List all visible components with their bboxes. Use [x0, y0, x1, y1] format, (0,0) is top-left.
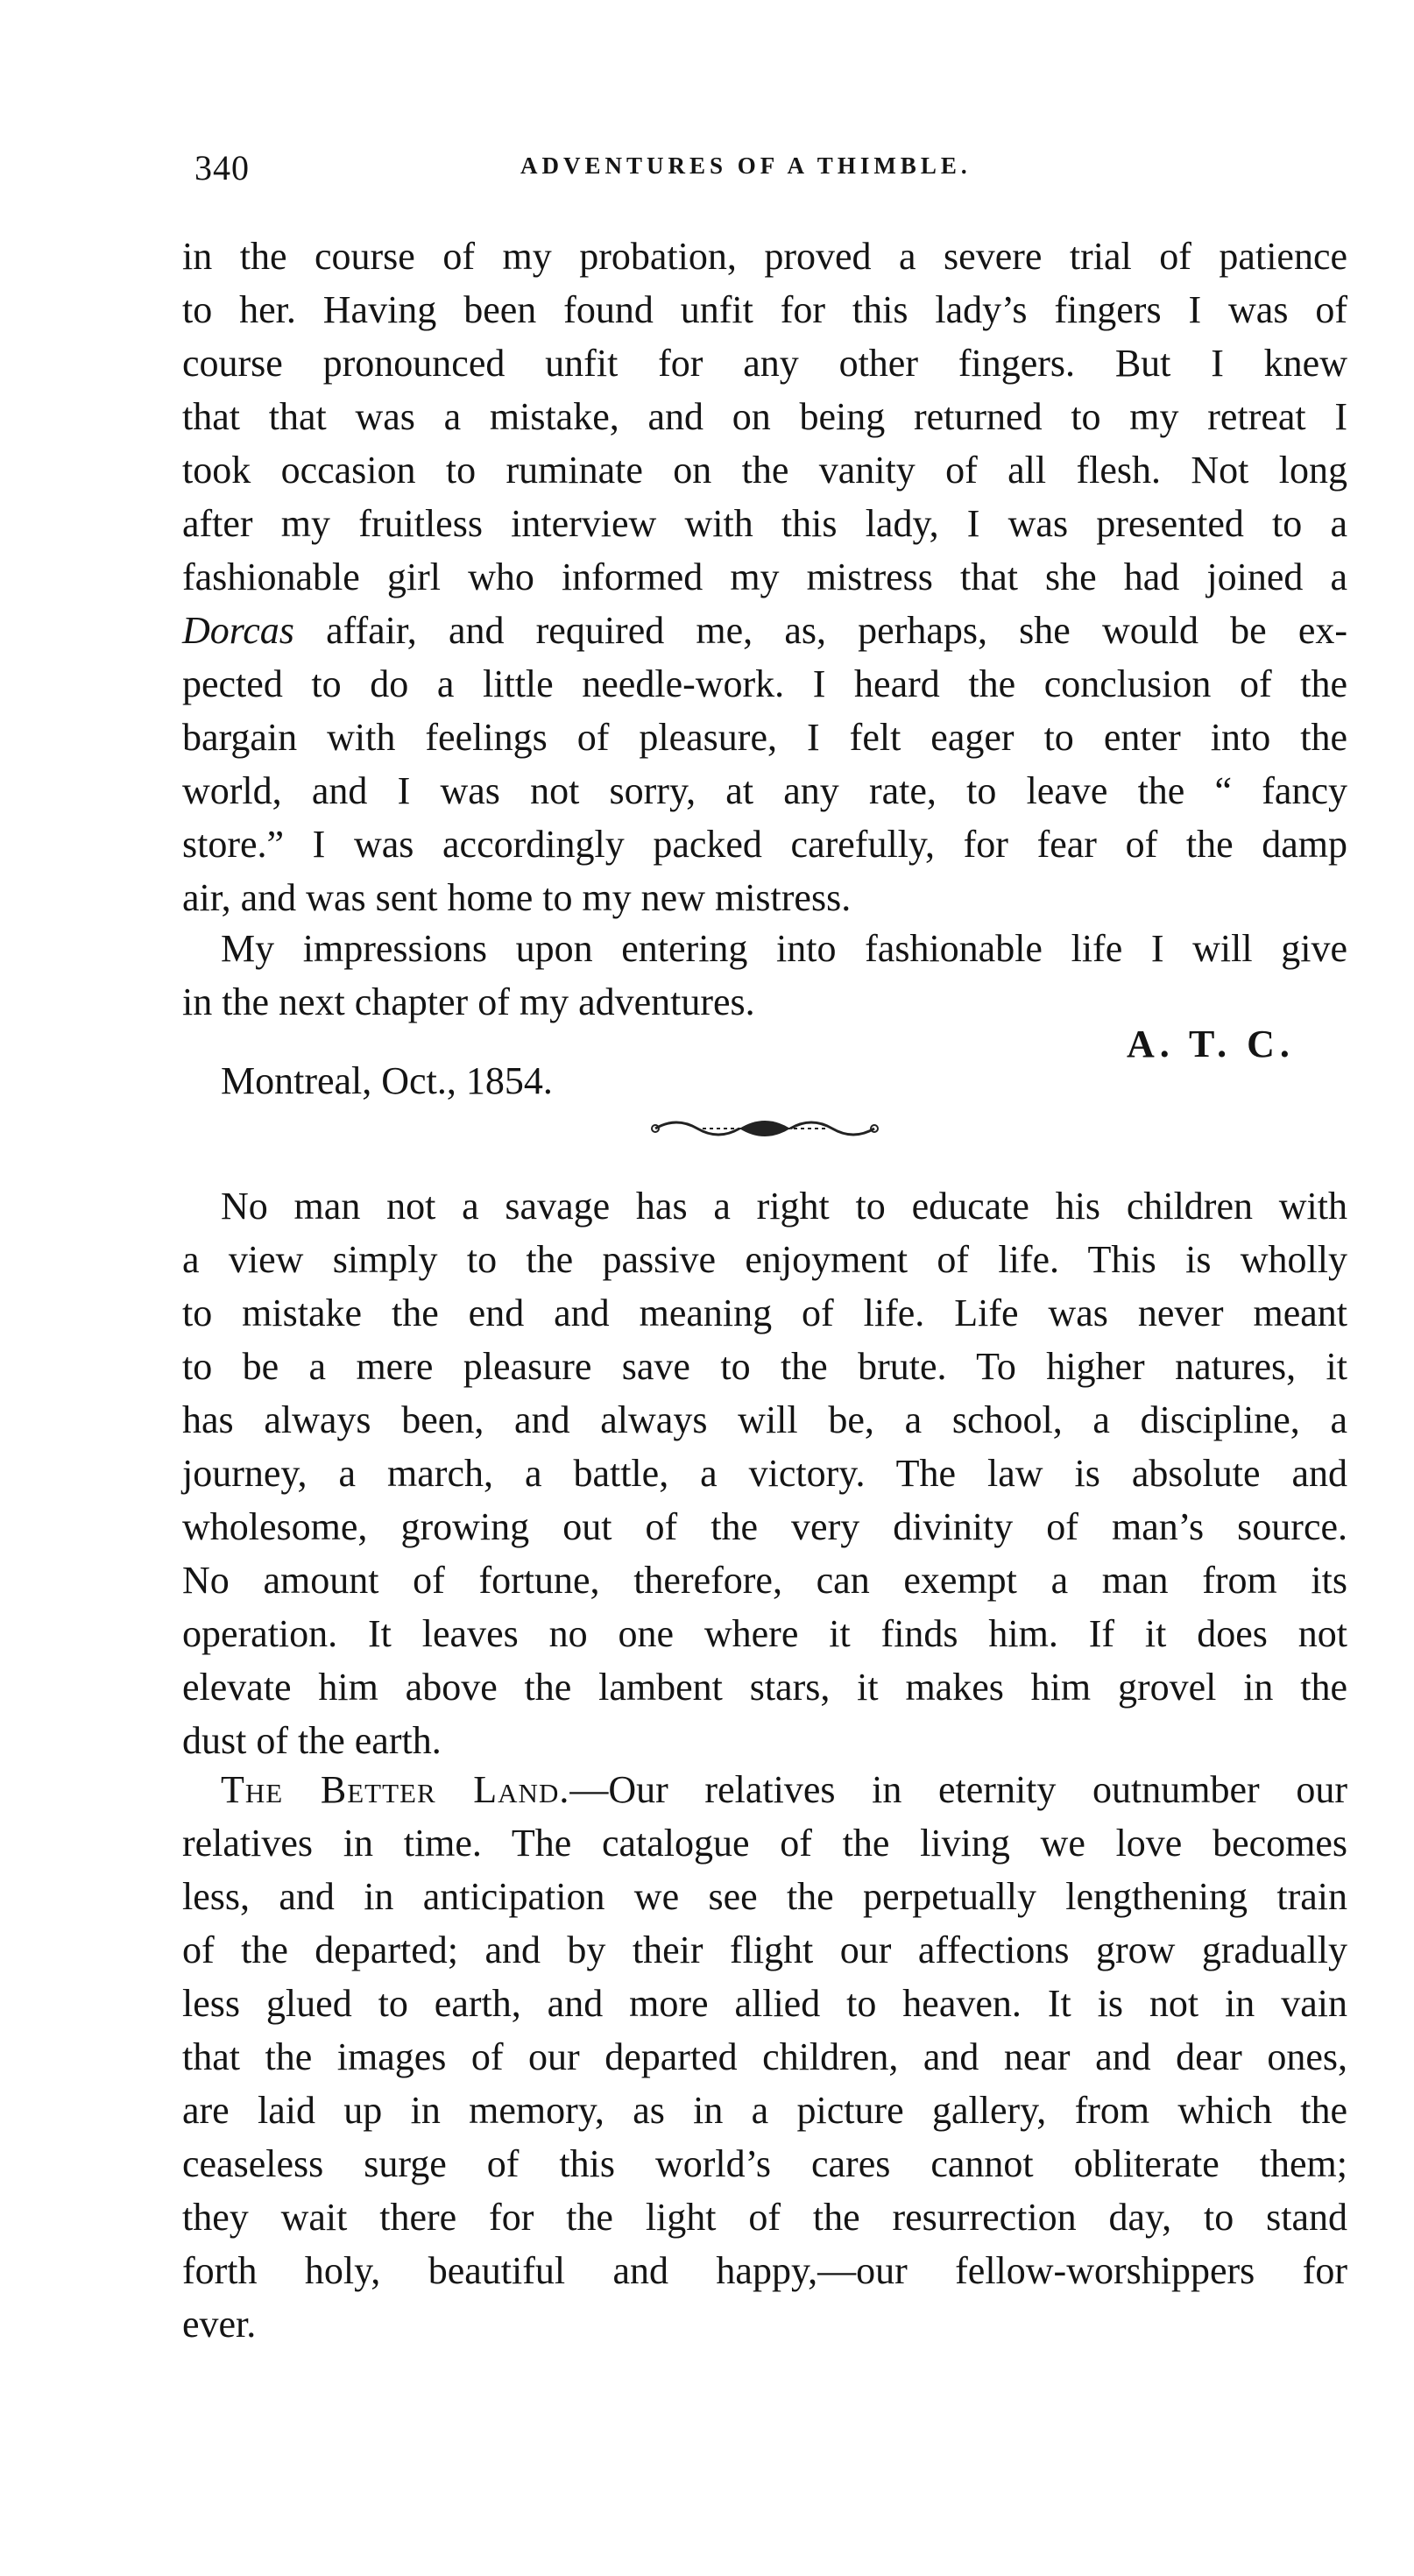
- text-line-with-heading: [182, 1763, 1347, 1816]
- text-line-with-italic: [182, 604, 1347, 657]
- paragraph-better-land: [182, 1763, 1347, 2351]
- text-line: ever.: [182, 2303, 257, 2346]
- text-line: world, and I was not sorry, at any rate, to leave the “ fancy: [182, 769, 1347, 812]
- text-line: less glued to earth, and more allied to heaven. It is not in vain: [182, 1982, 1347, 2025]
- text-line: to be a mere pleasure save to the brute. To higher natures, it: [182, 1345, 1347, 1388]
- page-header: [194, 147, 1351, 191]
- text-line: No man not a savage has a right to educate his children with: [221, 1185, 1347, 1228]
- text-line: elevate him above the lambent stars, it makes him grovel in the: [182, 1666, 1347, 1709]
- signature: A. T. C.: [1127, 1023, 1295, 1065]
- text-line: operation. It leaves no one where it finds him. If it does not: [182, 1612, 1347, 1655]
- text-line: has always been, and always will be, a school, a discipline, a: [182, 1398, 1347, 1441]
- paragraph-impressions: [182, 922, 1347, 1029]
- text-line: to her. Having been found unfit for this lady’s fingers I was of: [182, 288, 1347, 331]
- decorative-rule-icon: [650, 1111, 880, 1146]
- text-line: journey, a march, a battle, a victory. The law is absolute and: [182, 1452, 1347, 1495]
- text-line-rest: —Our relatives in eternity outnumber our: [569, 1768, 1348, 1811]
- italic-word: Dorcas: [182, 609, 294, 652]
- text-line: a view simply to the passive enjoyment of life. This is wholly: [182, 1238, 1347, 1281]
- text-line: pected to do a little needle-work. I heard the conclusion of the: [182, 662, 1347, 705]
- page-number: 340: [194, 148, 250, 188]
- text-line: in the course of my probation, proved a severe trial of patience: [182, 235, 1347, 278]
- text-line: store.” I was accordingly packed carefully, for fear of the damp: [182, 823, 1347, 866]
- section-heading: The Better Land.: [221, 1768, 570, 1811]
- text-line: took occasion to ruminate on the vanity of all flesh. Not long: [182, 449, 1347, 492]
- text-line: bargain with feelings of pleasure, I felt eager to enter into the: [182, 716, 1347, 759]
- text-line: dust of the earth.: [182, 1719, 442, 1762]
- text-line-rest: affair, and required me, as, perhaps, she would be ex-: [326, 609, 1348, 652]
- text-line: ceaseless surge of this world’s cares cannot obliterate them;: [182, 2142, 1347, 2185]
- text-line: air, and was sent home to my new mistress.: [182, 876, 852, 919]
- text-line: My impressions upon entering into fashionable life I will give: [221, 927, 1347, 970]
- paragraph-education: [182, 1179, 1347, 1767]
- text-line: of the departed; and by their flight our affections grow gradually: [182, 1928, 1347, 1971]
- text-line: fashionable girl who informed my mistress that she had joined a: [182, 556, 1347, 598]
- text-line: are laid up in memory, as in a picture gallery, from which the: [182, 2089, 1347, 2132]
- dateline: Montreal, Oct., 1854.: [221, 1059, 553, 1102]
- text-line: No amount of fortune, therefore, can exempt a man from its: [182, 1559, 1347, 1602]
- text-line: relatives in time. The catalogue of the living we love becomes: [182, 1822, 1347, 1865]
- text-line: forth holy, beautiful and happy,—our fellow-worshippers for: [182, 2249, 1347, 2292]
- text-line: after my fruitless interview with this lady, I was presented to a: [182, 502, 1347, 545]
- running-title: ADVENTURES OF A THIMBLE.: [520, 152, 972, 179]
- text-line: to mistake the end and meaning of life. Life was never meant: [182, 1292, 1347, 1334]
- text-line: that that was a mistake, and on being returned to my retreat I: [182, 395, 1347, 438]
- text-line: in the next chapter of my adventures.: [182, 980, 755, 1023]
- text-line: wholesome, growing out of the very divinity of man’s source.: [182, 1505, 1347, 1548]
- text-line: less, and in anticipation we see the perpetually lengthening train: [182, 1875, 1347, 1918]
- paragraph-thimble-story: [182, 230, 1347, 924]
- text-line: course pronounced unfit for any other fingers. But I knew: [182, 342, 1347, 385]
- text-line: that the images of our departed children, and near and dear ones,: [182, 2035, 1347, 2078]
- text-line: they wait there for the light of the resurrection day, to stand: [182, 2196, 1347, 2239]
